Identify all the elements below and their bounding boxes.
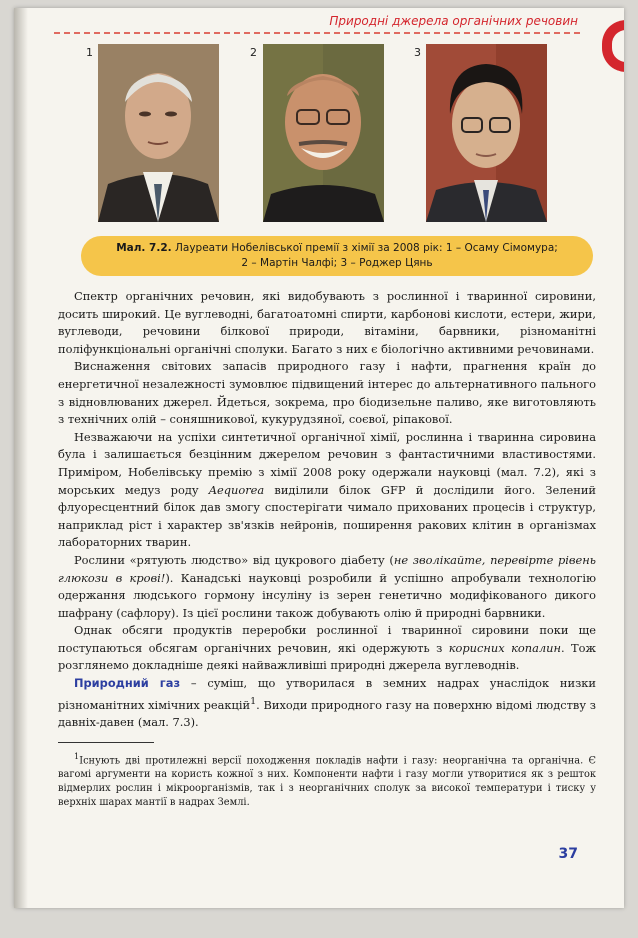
body-text <box>58 288 596 810</box>
photo-number-1: 1 <box>86 46 93 59</box>
paragraph-3 <box>58 429 596 552</box>
page-spine-shadow <box>14 8 28 908</box>
page-number: 37 <box>558 846 578 862</box>
caption-line-2: 2 – Мартін Чалфі; 3 – Роджер Цянь <box>241 257 433 269</box>
paragraph-1: Спектр органічних речовин, які видобувають з рослинної і тваринної сировини, досить широкий. Це вуглеводні, багатоатомні спирти, карбонові кислоти, естери, жири, вуглеводи, речовини білкової природи, вітаміни, барвники, різноманітні поліфункціональні органічні сполуки. Багато з них є біологічно активними речовинами. <box>58 289 596 356</box>
photo-number-2: 2 <box>250 46 257 59</box>
footnote-text: Існують дві протилежні версії походження покладів нафти і газу: неорганічна та органічна. Є вагомі аргументи на користь кожної з них. Компоненти нафти і газу могли утворитися як з решток відмерлих рослин і мікроорганізмів, так і з неорганічних сполук за високої температури і тиску у верхніх шарах мантії в надрах Землі. <box>58 754 596 808</box>
paragraph-5-italic: корисних копалин <box>448 640 561 655</box>
textbook-page <box>14 8 624 908</box>
paragraph-5 <box>58 622 596 675</box>
paragraph-5-text-b: . Тож розглянемо докладніше деякі найважливіші природні джерела вуглеводнів. <box>58 640 596 673</box>
paragraph-5-text-a: Однак обсяги продуктів переробки рослинної і тваринної сировини поки ще поступаються обсягам органічних речовин, які одержують з <box>58 623 596 655</box>
term-natural-gas: Природний газ <box>74 676 181 691</box>
photo-number-3: 3 <box>414 46 421 59</box>
paragraph-6 <box>58 675 596 732</box>
laureate-photo-3 <box>426 44 547 222</box>
header-dashed-rule <box>54 32 580 34</box>
footnote-rule <box>58 742 154 743</box>
paragraph-6-text-a: – суміш, що утворилася в земних надрах унаслідок низки різноманітних хімічних реакцій <box>58 676 597 712</box>
footnote <box>58 749 596 810</box>
paragraph-4-text-a: Рослини «рятують людство» від цукрового діабету ( <box>74 552 394 567</box>
paragraph-6-text-b: . Виходи природного газу на поверхню відомі людству з давніх-давен (мал. 7.3). <box>58 697 596 730</box>
footnote-marker: 1 <box>74 750 80 761</box>
paragraph-4-text-b: ). Канадські науковці розробили й успішно апробували технологію одержання людського гормону інсуліну із зерен генетично модифікованого дикого шафрану (сафлору). Із цієї рослини також добувають олію й природні барвники. <box>58 570 596 620</box>
paragraph-4 <box>58 552 596 622</box>
caption-label: Мал. 7.2. <box>116 242 172 254</box>
laureate-photo-2 <box>263 44 384 222</box>
running-head: Природні джерела органічних речовин <box>329 14 578 28</box>
paragraph-3-text-a: Незважаючи на успіхи синтетичної органічної хімії, рослинна і тваринна сировина була і залишається безцінним джерелом речовин з фантастичними властивостями. Приміром, Нобелівську премію з хімії 2008 року одержали науковці (мал. 7.2), які з морських медуз роду <box>58 429 596 497</box>
laureate-photo-1 <box>98 44 219 222</box>
footnote-ref: 1 <box>250 695 257 707</box>
caption-line-1: Лауреати Нобелівської премії з хімії за 2008 рік: 1 – Осаму Сімомура; <box>175 242 558 254</box>
chapter-tab-marker <box>602 20 624 72</box>
figure-caption <box>81 236 593 276</box>
paragraph-3-text-b: виділили білок GFP й дослідили його. Зелений флуоресцентний білок дав змогу спостерігати чимало прихованих процесів і структур, наприклад ріст і характер зв'язків нейронів, поширення ракових клітин в організмах лабораторних тварин. <box>58 482 597 550</box>
paragraph-4-italic: не зволікайте, перевірте рівень глюкози в крові! <box>58 552 596 585</box>
genus-name: Aequorea <box>208 482 265 497</box>
paragraph-2: Виснаження світових запасів природного газу і нафти, прагнення країн до енергетичної незалежності зумовлює підвищений інтерес до альтернативного пального з відновлюваних джерел. Йдеться, зокрема, про біодизельне паливо, яке виготовляють з технічних олій – соняшникової, кукурудзяної, соєвої, ріпакової. <box>58 359 596 427</box>
